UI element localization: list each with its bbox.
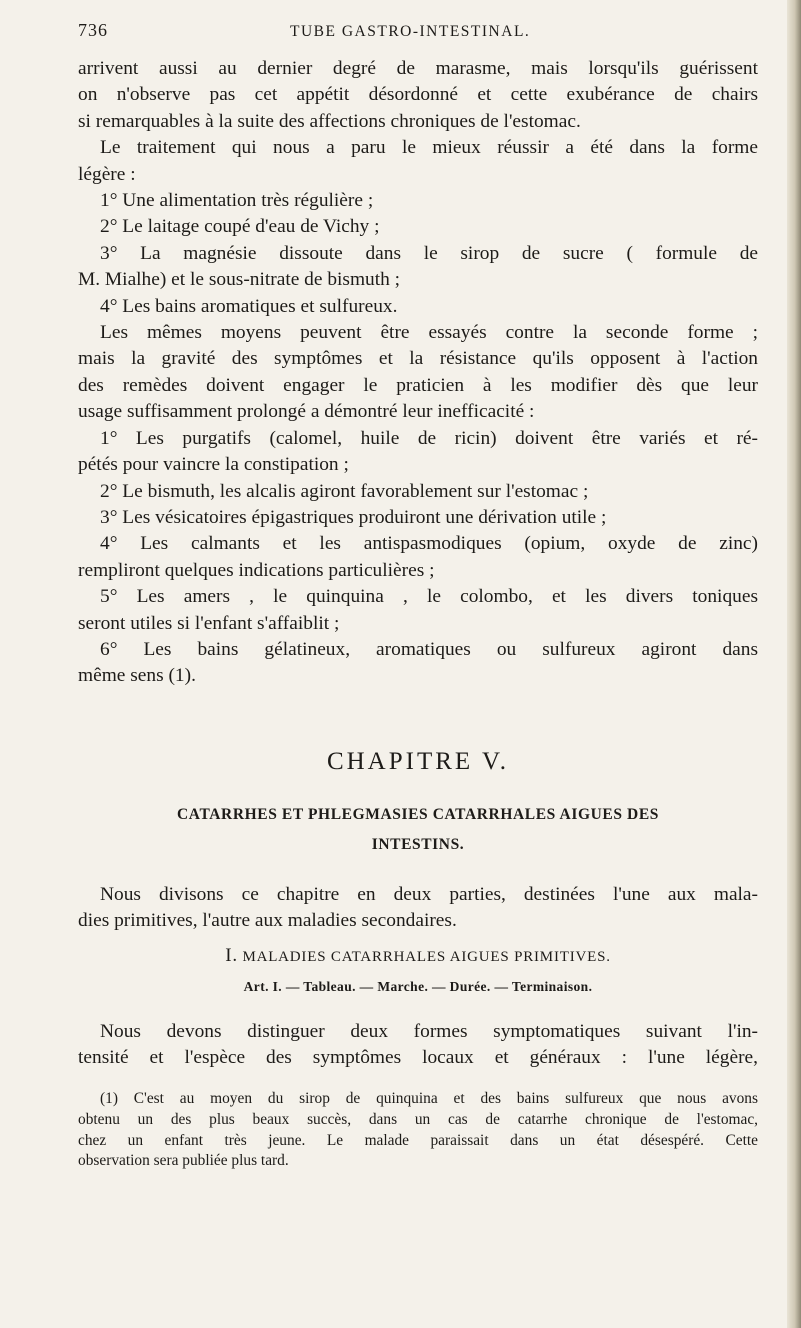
- text-line: Le traitement qui nous a paru le mieux réussir a été dans la forme: [100, 137, 758, 159]
- text-line: Nous devons distinguer deux formes symptomatiques suivant l'in-: [100, 1020, 758, 1042]
- text-line: Les mêmes moyens peuvent être essayés contre la seconde forme ;: [100, 322, 758, 344]
- section-number: I.: [225, 944, 238, 966]
- footnote-line: obtenu un des plus beaux succès, dans un cas de catarrhe chronique de l'estomac,: [78, 1110, 758, 1128]
- section-heading: [78, 945, 758, 979]
- list-item: 4° Les bains aromatiques et sulfureux.: [100, 295, 398, 317]
- list-item: 3° Les vésicatoires épigastriques produiront une dérivation utile ;: [100, 506, 607, 528]
- list-item: 1° Une alimentation très régulière ;: [100, 190, 374, 212]
- list-item: 2° Le laitage coupé d'eau de Vichy ;: [100, 216, 380, 238]
- page-edge-shadow: [787, 0, 801, 1328]
- text-line: on n'observe pas cet appétit désordonné et cette exubérance de chairs: [78, 84, 758, 106]
- text-line: usage suffisamment prolongé a démontré leur inefficacité :: [78, 401, 535, 423]
- article-heading: Art. I. — Tableau. — Marche. — Durée. — Terminaison.: [243, 978, 593, 994]
- list-item-continued: M. Mialhe) et le sous-nitrate de bismuth ;: [78, 269, 401, 291]
- list-item-continued: rempliront quelques indications particulières ;: [78, 559, 435, 581]
- chapter-subtitle-line: CATARRHES ET PHLEGMASIES CATARRHALES AIGUES DES: [177, 805, 659, 823]
- footnote-line: chez un enfant très jeune. Le malade paraissait dans un état désespéré. Cette: [78, 1131, 758, 1149]
- list-item-continued: pétés pour vaincre la constipation ;: [78, 454, 349, 476]
- running-header: [78, 20, 758, 50]
- text-line: arrivent aussi au dernier degré de marasme, mais lorsqu'ils guérissent: [78, 58, 758, 79]
- text-line: mais la gravité des symptômes et la résistance qu'ils opposent à l'action: [78, 348, 758, 370]
- body-text: [78, 56, 758, 690]
- list-item: 5° Les amers , le quinquina , le colombo, et les divers toniques: [100, 586, 758, 608]
- running-title: TUBE GASTRO-INTESTINAL.: [290, 23, 531, 40]
- section-title: MALADIES CATARRHALES AIGUES PRIMITIVES.: [242, 948, 611, 965]
- list-item: 3° La magnésie dissoute dans le sirop de sucre ( formule de: [100, 242, 758, 264]
- list-item: 1° Les purgatifs (calomel, huile de ricin) doivent être variés et ré-: [100, 427, 758, 449]
- text-line: des remèdes doivent engager le praticien à les modifier dès que leur: [78, 374, 758, 396]
- chapter-intro: [78, 882, 758, 935]
- footnote: [78, 1089, 758, 1171]
- footnote-line: (1) C'est au moyen du sirop de quinquina et des bains sulfureux que nous avons: [100, 1090, 758, 1108]
- list-item-continued: même sens (1).: [78, 665, 196, 687]
- list-item: 2° Le bismuth, les alcalis agiront favorablement sur l'estomac ;: [100, 480, 589, 502]
- text-line: Nous divisons ce chapitre en deux parties, destinées l'une aux mala-: [100, 883, 758, 905]
- list-item-continued: seront utiles si l'enfant s'affaiblit ;: [78, 612, 340, 634]
- chapter-subtitle: [78, 800, 758, 860]
- text-line: dies primitives, l'autre aux maladies secondaires.: [78, 910, 457, 932]
- page-number: 736: [78, 20, 108, 40]
- footnote-line: observation sera publiée plus tard.: [78, 1152, 289, 1170]
- list-item: 6° Les bains gélatineux, aromatiques ou sulfureux agiront dans: [100, 638, 758, 660]
- chapter-heading: CHAPITRE V.: [326, 747, 510, 775]
- text-line: si remarquables à la suite des affections chroniques de l'estomac.: [78, 110, 581, 132]
- chapter-subtitle-line: INTESTINS.: [371, 835, 465, 853]
- text-line: légère :: [78, 163, 136, 185]
- list-item: 4° Les calmants et les antispasmodiques (opium, oxyde de zinc): [100, 533, 758, 555]
- book-page: [78, 20, 758, 1172]
- text-line: tensité et l'espèce des symptômes locaux et généraux : l'une légère,: [78, 1046, 758, 1068]
